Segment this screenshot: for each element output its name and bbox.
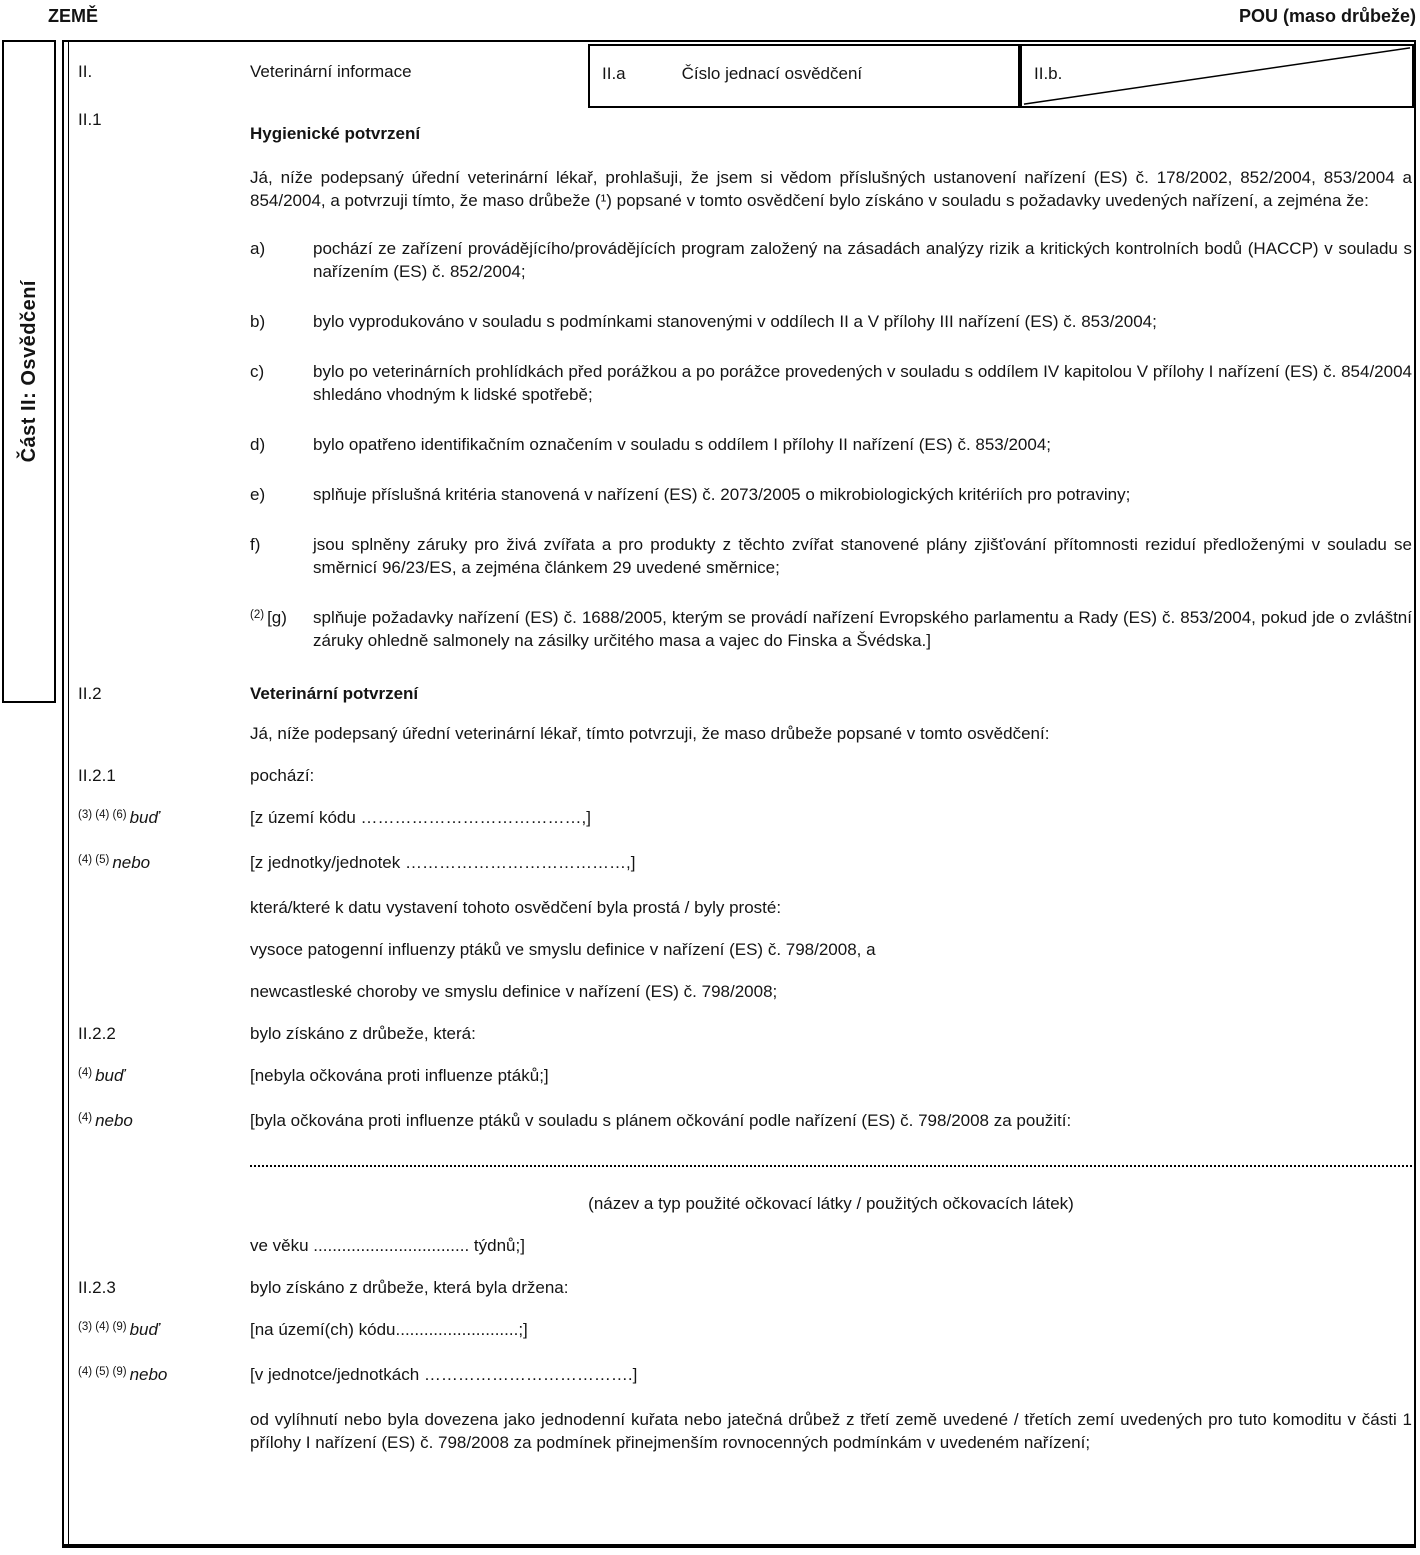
clause-row-nebo-2 (78, 1109, 1412, 1135)
fill-in-text: [z jednotky/jednotek …………………………………,] (250, 853, 636, 872)
clause-text: vysoce patogenní influenzy ptáků ve smyslu definice v nařízení (ES) č. 798/2008, a (250, 940, 876, 959)
item-text: splňuje příslušná kritéria stanovená v nařízení (ES) č. 2073/2005 o mikrobiologických kritériích pro potraviny; (313, 485, 1131, 504)
field-iia-code: II.a (602, 64, 626, 83)
list-item-e (250, 483, 1412, 506)
fill-in-text: [z území kódu …………………………………,] (250, 808, 591, 827)
list-item-d (250, 433, 1412, 456)
field-iib-cell (1020, 44, 1414, 108)
country-label: ZEMĚ (48, 6, 99, 26)
alternative-keyword: buď (129, 1320, 160, 1339)
footnote-refs: (3) (4) (6) (78, 809, 127, 821)
footnote-refs: (2) (250, 609, 265, 621)
item-marker: a) (250, 239, 266, 258)
certificate-body-box (62, 40, 1416, 1548)
section-ii2 (78, 682, 1412, 1454)
clause-code: II.1 (78, 110, 102, 129)
item-text: bylo opatřeno identifikačním označením v souladu s oddílem I přílohy II nařízení (ES) č. 853/2004; (313, 435, 1052, 454)
clause-text: která/které k datu vystavení tohoto osvědčení byla prostá / byly prosté: (250, 898, 782, 917)
clause-row-ii23 (78, 1276, 1412, 1299)
clause-text: [byla očkována proti influenze ptáků v souladu s plánem očkování podle nařízení (ES) č. 798/2008 za použití: (250, 1111, 1072, 1130)
certificate-text-area (64, 108, 1414, 1454)
clause-text: pochází: (250, 766, 315, 785)
vaccine-caption-row (78, 1192, 1412, 1215)
clause-code: II.2.1 (78, 766, 116, 785)
list-item-a (250, 237, 1412, 283)
clause-row-nebo-3 (78, 1363, 1412, 1389)
age-fill-text: ve věku ................................. týdnů;] (250, 1236, 525, 1255)
info-header-row (64, 42, 1414, 108)
ii2-intro: Já, níže podepsaný úřední veterinární lékař, tímto potvrzuji, že maso drůbeže popsané v tomto osvědčení: (250, 724, 1050, 743)
field-iia-label: Číslo jednací osvědčení (681, 64, 863, 83)
clause-code: II.2.3 (78, 1278, 116, 1297)
item-text: splňuje požadavky nařízení (ES) č. 1688/2005, kterým se provádí nařízení Evropského parlamentu a Rady (ES) č. 853/2004, pokud jde o zvláštní záruky ohledně salmonely na zásilky určitého masa a vajec do Finska a Švédska.] (313, 608, 1412, 650)
part-ii-side-tab (2, 40, 56, 703)
item-text: pochází ze zařízení provádějícího/provádějících program založený na zásadách analýzy rizik a kritických kontrolních bodů (HACCP) v souladu s nařízením (ES) č. 852/2004; (313, 239, 1412, 281)
footnote-refs: (4) (78, 1067, 93, 1079)
age-row (78, 1234, 1412, 1257)
alternative-keyword: nebo (129, 1365, 168, 1384)
clause-row-ii22 (78, 1022, 1412, 1045)
field-iia-cell (588, 44, 1020, 108)
alternative-keyword: buď (129, 808, 160, 827)
alternative-keyword: nebo (95, 1111, 133, 1130)
section-ii-title: Veterinární informace (250, 62, 412, 81)
section-ii-code: II. (78, 62, 93, 81)
clause-text: bylo získáno z drůbeže, která: (250, 1024, 476, 1043)
item-marker: $^{(2)}$ [g) (250, 608, 287, 627)
clause-text: bylo získáno z drůbeže, která byla držena: (250, 1278, 569, 1297)
list-item-f (250, 533, 1412, 579)
item-marker: d) (250, 435, 266, 454)
list-item-c (250, 360, 1412, 406)
item-text: bylo po veterinárních prohlídkách před porážkou a po porážce provedených v souladu s oddílem IV kapitolou V přílohy I nařízení (ES) č. 854/2004 shledáno vhodným k lidské spotřebě; (313, 362, 1412, 404)
footnote-refs: (3) (4) (9) (78, 1321, 127, 1333)
certificate-type-label: POU (maso drůbeže) (1238, 6, 1416, 26)
clause-code: II.2.2 (78, 1024, 116, 1043)
clause-text: newcastleské choroby ve smyslu definice v nařízení (ES) č. 798/2008; (250, 982, 778, 1001)
closing-paragraph: od vylíhnutí nebo byla dovezena jako jednodenní kuřata nebo jatečná drůbež z třetí země uvedené / třetích zemí uvedených pro tuto komoditu v části 1 přílohy I nařízení (ES) č. 798/2008 za podmínek přinejmenším rovnocenných podmínkám v uvedeném nařízení; (250, 1410, 1412, 1452)
list-item-g (250, 606, 1412, 652)
closing-paragraph-row (78, 1408, 1412, 1454)
alternative-keyword: nebo (112, 853, 151, 872)
clause-row-nebo-1 (78, 851, 1412, 877)
field-iib-code: II.b. (1034, 64, 1063, 83)
clause-row-ii21 (78, 764, 1412, 787)
footnote-refs: (4) (5) (78, 854, 110, 866)
item-text: jsou splněny záruky pro živá zvířata a pro produkty z těchto zvířat stanovené plány zjišťování přítomnosti reziduí předloženými v souladu se směrnicí 96/23/ES, a zejména článkem 29 uvedené směrnice; (313, 535, 1412, 577)
fill-in-text: [na území(ch) kódu..........................;] (250, 1320, 528, 1339)
vaccine-fill-row (78, 1154, 1412, 1173)
footnote-refs: (4) (78, 1112, 93, 1124)
part-ii-side-tab-label: Část II: Osvědčení (17, 280, 40, 463)
list-item-b (250, 310, 1412, 333)
clause-row-bud-1 (78, 806, 1412, 832)
diagonal-strike (1022, 46, 1412, 106)
ii1-title: Hygienické potvrzení (250, 124, 421, 143)
item-marker: b) (250, 312, 266, 331)
clause-row (78, 938, 1412, 961)
ii1-intro: Já, níže podepsaný úřední veterinární lékař, prohlašuji, že jsem si vědom příslušných ustanovení nařízení (ES) č. 178/2002, 852/2004, 853/2004 a 854/2004, a potvrzuji tímto, že maso drůbeže (¹) popsané v tomto osvědčení bylo získáno v souladu s požadavky uvedených nařízení, a zejména že: (250, 168, 1412, 210)
left-inner-rule (68, 42, 69, 1544)
ii2-title: Veterinární potvrzení (250, 684, 419, 703)
item-marker: f) (250, 535, 261, 554)
vaccine-caption: (název a typ použité očkovací látky / použitých očkovacích látek) (588, 1194, 1074, 1213)
clause-text: [nebyla očkována proti influenze ptáků;] (250, 1066, 549, 1085)
footnote-refs: (4) (5) (9) (78, 1366, 127, 1378)
clause-row (78, 980, 1412, 1003)
vaccine-name-fill-line (250, 1154, 1412, 1167)
clause-row-bud-2 (78, 1064, 1412, 1090)
clause-row (78, 896, 1412, 919)
fill-in-text: [v jednotce/jednotkách ……………………………….] (250, 1365, 638, 1384)
item-text: bylo vyprodukováno v souladu s podmínkami stanovenými v oddílech II a V přílohy III nařízení (ES) č. 853/2004; (313, 312, 1157, 331)
clause-code: II.2 (78, 684, 102, 703)
item-marker: e) (250, 485, 266, 504)
clause-row-bud-3 (78, 1318, 1412, 1344)
item-marker: c) (250, 362, 265, 381)
alternative-keyword: buď (95, 1066, 125, 1085)
section-ii1 (78, 108, 1412, 652)
